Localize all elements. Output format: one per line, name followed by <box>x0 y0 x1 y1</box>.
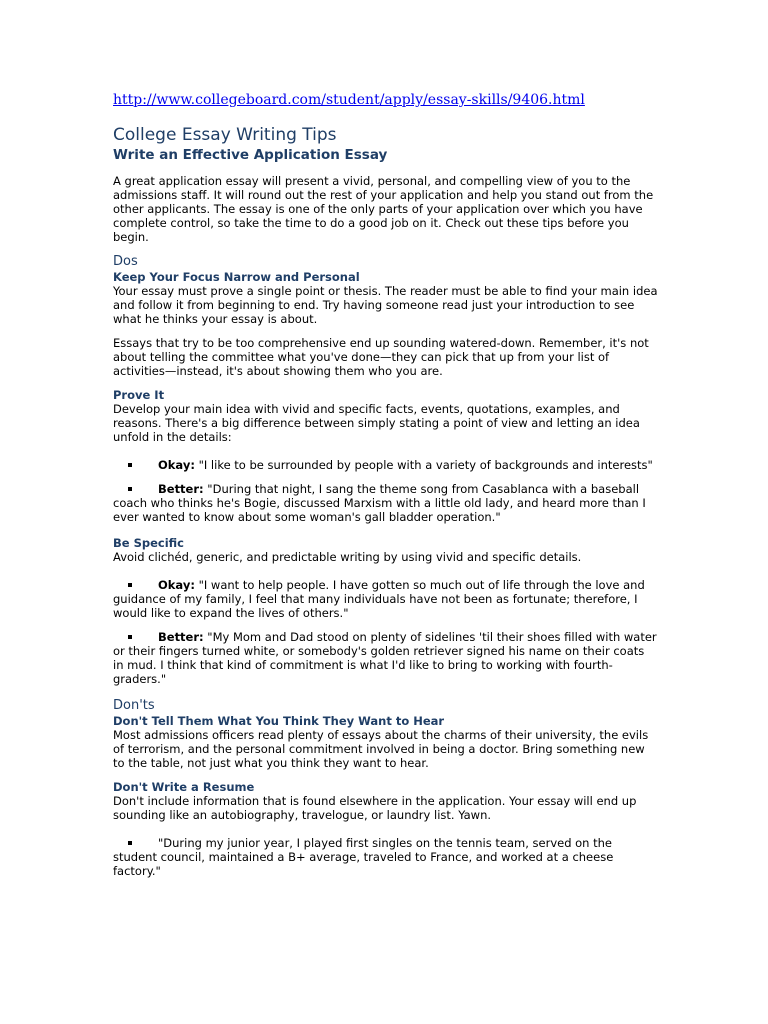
hear-paragraph: Most admissions officers read plenty of essays about the charms of their university, the evils of terrorism, and the personal commitment involved in being a doctor. Bring something new to the table, not just what you think they want to hear. <box>113 728 649 770</box>
bullet-icon <box>128 487 132 491</box>
bullet-icon <box>128 583 132 587</box>
specific-heading: Be Specific <box>113 536 184 550</box>
bullet-icon <box>128 841 132 845</box>
bullet-icon <box>128 635 132 639</box>
list-item: Better: "During that night, I sang the theme song from Casablanca with a baseball coach who thinks he's Bogie, discussed Marxism with a little old lady, and heard more than I ever wanted to know about some woman's gall bladder operation." <box>113 482 646 524</box>
resume-heading: Don't Write a Resume <box>113 780 255 794</box>
list-item: "During my junior year, I played first singles on the tennis team, served on the student council, maintained a B+ average, traveled to France, and worked at a cheese factory." <box>113 836 614 878</box>
prove-examples-list <box>113 450 658 524</box>
specific-examples-list <box>113 570 658 686</box>
source-url-link[interactable]: http://www.collegeboard.com/student/apply/essay-skills/9406.html <box>113 92 585 108</box>
bullet-icon <box>128 463 132 467</box>
list-item: Okay: "I want to help people. I have gotten so much out of life through the love and guidance of my family, I feel that many individuals have not been as fortunate; therefore, I would like to expand the lives of others." <box>113 578 645 620</box>
resume-examples-list <box>113 828 658 878</box>
donts-heading: Don'ts <box>113 698 155 713</box>
focus-paragraph-1: Your essay must prove a single point or thesis. The reader must be able to find your main idea and follow it from beginning to end. Try having someone read just your introduction to see what he thinks your essay is about. <box>113 284 658 326</box>
focus-paragraph-2: Essays that try to be too comprehensive end up sounding watered-down. Remember, it's not about telling the committee what you've done—they can pick that up from your list of activities—instead, it's about showing them who you are. <box>113 336 649 378</box>
specific-paragraph: Avoid clichéd, generic, and predictable writing by using vivid and specific details. <box>113 550 582 564</box>
page-subtitle: Write an Effective Application Essay <box>113 147 388 163</box>
list-item: Better: "My Mom and Dad stood on plenty of sidelines 'til their shoes filled with water or their fingers turned white, or somebody's golden retriever signed his name on their coats in mud. I think that kind of commitment is what I'd like to bring to working with fourth-graders." <box>113 630 657 686</box>
resume-paragraph: Don't include information that is found elsewhere in the application. Your essay will end up sounding like an autobiography, travelogue, or laundry list. Yawn. <box>113 794 637 822</box>
prove-paragraph: Develop your main idea with vivid and specific facts, events, quotations, examples, and reasons. There's a big difference between simply stating a point of view and letting an idea unfold in the details: <box>113 402 640 444</box>
hear-heading: Don't Tell Them What You Think They Want to Hear <box>113 714 445 728</box>
page-title: College Essay Writing Tips <box>113 125 337 145</box>
dos-heading: Dos <box>113 254 138 269</box>
list-item: Okay: "I like to be surrounded by people with a variety of backgrounds and interests" <box>113 458 658 472</box>
prove-heading: Prove It <box>113 388 165 402</box>
focus-heading: Keep Your Focus Narrow and Personal <box>113 270 360 284</box>
intro-paragraph: A great application essay will present a vivid, personal, and compelling view of you to the admissions staff. It will round out the rest of your application and help you stand out from the other applicants. The essay is one of the only parts of your application over which you have complete control, so take the time to do a good job on it. Check out these tips before you begin. <box>113 174 654 244</box>
article-body <box>113 124 658 890</box>
